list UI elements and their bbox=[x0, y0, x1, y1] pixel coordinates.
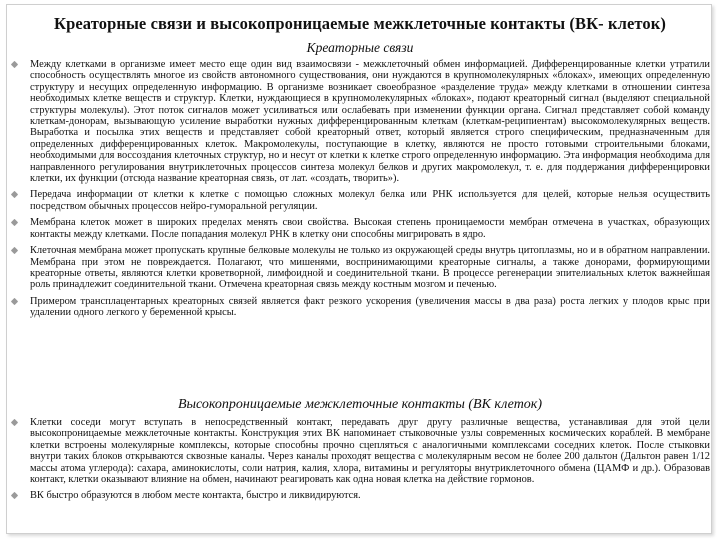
gap-junctions-list bbox=[8, 417, 710, 507]
section-heading-creator-links: Креаторные связи bbox=[306, 40, 414, 55]
list-item bbox=[8, 59, 710, 184]
bullet-icon bbox=[11, 219, 18, 226]
bullet-icon bbox=[11, 492, 18, 499]
paragraph-text: Примером трансплацентарных креаторных связей является факт резкого ускорения (увеличения массы в два раза) роста легких у плодов крыс при удалении одного легкого у беременной крысы. bbox=[30, 295, 710, 319]
paragraph-text: Клеточная мембрана может пропускать крупные белковые молекулы не только из окружающей среды внутрь цитоплазмы, но и в обратном направлении. Мембрана при этом не повреждается. Полагают, что мишенями, воспринимающими креаторные сигналы, а также донорами, формирующими креаторные ответы, являются клетки кроветворной, лимфоидной и соединительной ткани. В процессе регенерации эпителиальных клеток важнейшая роль принадлежит соединительной ткани. Отмечена креаторная связь между костным мозгом и печенью. bbox=[30, 245, 710, 291]
creator-links-list bbox=[8, 59, 710, 324]
bullet-icon bbox=[11, 298, 18, 305]
slide-title: Креаторные связи и высокопроницаемые межклеточные контакты (ВК- клеток) bbox=[54, 14, 666, 33]
bullet-icon bbox=[11, 61, 18, 68]
paragraph-text: ВК быстро образуются в любом месте контакта, быстро и ликвидируются. bbox=[30, 490, 361, 502]
list-item bbox=[8, 189, 710, 212]
bullet-icon bbox=[11, 247, 18, 254]
paragraph-text: Клетки соседи могут вступать в непосредственный контакт, передавать друг другу различные вещества, устанавливая для этой цели высокопроницаемые межклеточные контакты. Конструкция этих ВК напоминает стыковочные узлы современных космических кораблей. В мембране клетки встроены молекулярные комплексы, которые способны прочно сцепляться с аналогичными комплексами соседних клеток. После стыковки внутри таких блоков открываются сквозные каналы. Через каналы проходят вещества с молекулярным весом не более 200 дальтон (Дальтон равен 1/12 массы атома углерода): сахара, аминокислоты, соли натрия, калия, хлора, витамины и регуляторы внутриклеточного обмена (ЦАМФ и др.). Образовав контакт, клетки оказывают влияние на обмен, начинают реагировать как одна новая клетка на действие гормонов. bbox=[30, 417, 710, 486]
list-item bbox=[8, 217, 710, 240]
paragraph-text: Передача информации от клетки к клетке с помощью сложных молекул белка или РНК используется для целей, которые нельзя осуществить посредством обычных процессов нейро-гуморальной регуляции. bbox=[30, 189, 710, 212]
bullet-icon bbox=[11, 191, 18, 198]
list-item bbox=[8, 245, 710, 291]
section-heading-gap-junctions: Высокопроницаемые межклеточные контакты (ВК клеток) bbox=[177, 397, 543, 412]
paragraph-text: Мембрана клеток может в широких пределах менять свои свойства. Высокая степень проницаемости мембран отмечена в участках, образующих контакты между клетками. После попадания молекул РНК в клетку они способны мигрировать в ядро. bbox=[30, 217, 710, 240]
list-item bbox=[8, 490, 710, 501]
list-item bbox=[8, 296, 710, 319]
paragraph-text: Между клетками в организме имеет место еще один вид взаимосвязи - межклеточный обмен информацией. Дифференцированные клетки утратили способность осуществлять многое из свойств автономного существования, они нуждаются в крупномолекулярных «блоках», имеющих определенную структуру и несущих определенную информацию. В организме возникает своеобразное «разделение труда» между клетками в отношении синтеза необходимых клетке веществ и структур. Клетки, нуждающиеся в крупномолекулярных «блоках», подают креаторный сигнал (выделяют специальной структуры молекулы). Этот поток сигналов может усиливаться или ослабевать при изменении функции органа. Сигнал представляет собой команду клеткам-донорам, вызывающую усиление выработки нужных дифференцированным клеткам (клеткам-реципиентам) высокомолекулярных веществ. Выработка и посылка этих веществ и представляет собой креаторный ответ, который является строго специфическим, предназначенным для определенных дифференцированных клеток. Макромолекулы, поступающие в клетку, являются не просто готовыми строительными блоками, необходимыми для воссоздания клеточных структур, но и несут от клетки к клетке строго определенную информацию. Эта информация необходима для направленного регулирования внутриклеточных процессов синтеза молекул белков и других макромолекул, т. е. для поддержания дифференцировки клетки, их функции (отсюда название креаторная связь, от лат. «создать, творить»). bbox=[30, 59, 710, 185]
list-item bbox=[8, 417, 710, 485]
bullet-icon bbox=[11, 419, 18, 426]
